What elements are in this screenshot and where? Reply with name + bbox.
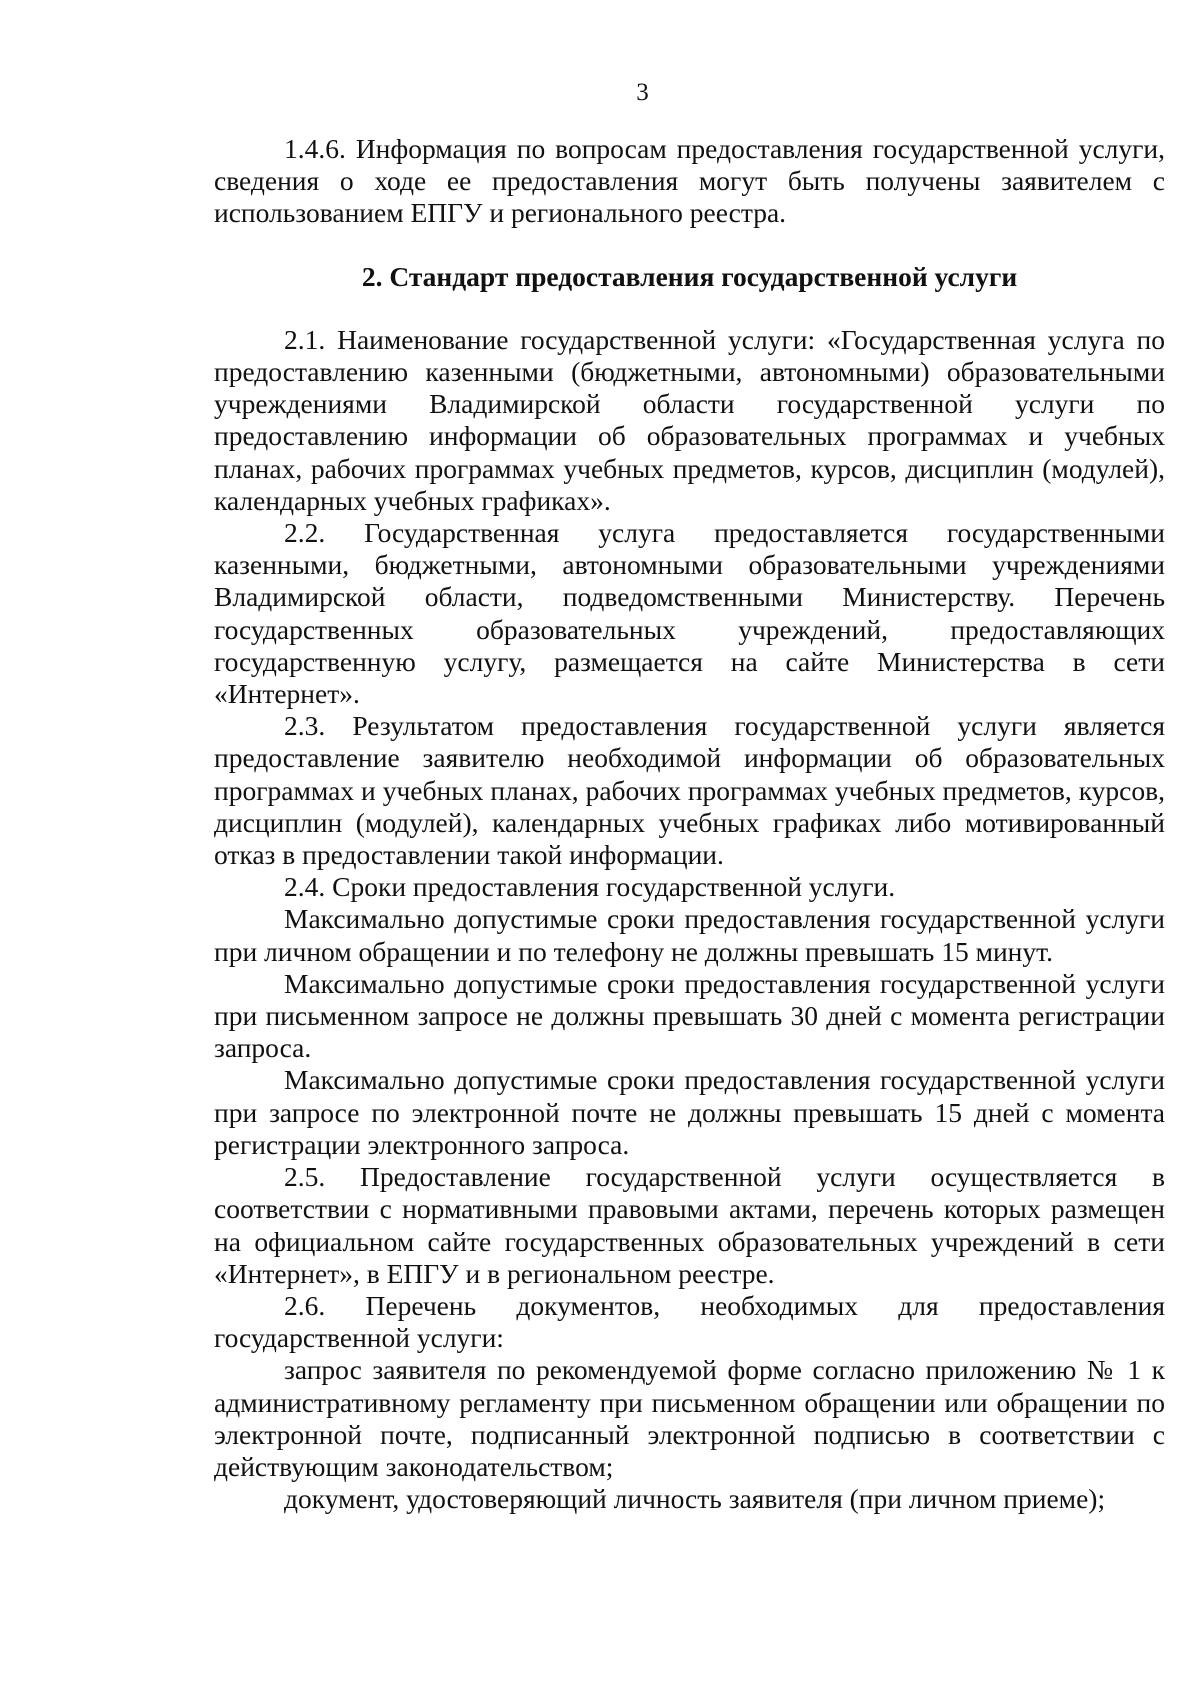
page-number: 3 bbox=[636, 79, 649, 106]
paragraph-2-3: 2.3. Результатом предоставления государственной услуги является предоставление заявителю необходимой информации об образовательных программах и учебных планах, рабочих программах учебных предметов, курсов, дисциплин (модулей), календарных учебных графиках либо мотивированный отказ в предоставлении такой информации. bbox=[214, 710, 1165, 871]
paragraph-2-6-identity-document: документ, удостоверяющий личность заявителя (при личном приеме); bbox=[284, 1483, 1106, 1515]
paragraph-2-6-request: запрос заявителя по рекомендуемой форме согласно приложению № 1 к административному регламенту при письменном обращении или обращении по электронной почте, подписанный электронной подписью в соответствии с действующим законодательством; bbox=[214, 1354, 1165, 1482]
paragraph-2-1: 2.1. Наименование государственной услуги: «Государственная услуга по предоставлению казенными (бюджетными, автономными) образовательными учреждениями Владимирской области государственной услуги по предоставлению информации об образовательных программах и учебных планах, рабочих программах учебных предметов, курсов, дисциплин (модулей), календарных учебных графиках». bbox=[214, 323, 1165, 516]
paragraph-2-6: 2.6. Перечень документов, необходимых для предоставления государственной услуги: bbox=[214, 1289, 1165, 1354]
paragraph-2-4: 2.4. Сроки предоставления государственной услуги. bbox=[284, 871, 896, 903]
paragraph-2-4-personal: Максимально допустимые сроки предоставления государственной услуги при личном обращении и по телефону не должны превышать 15 минут. bbox=[214, 903, 1165, 967]
paragraph-2-4-email: Максимально допустимые сроки предоставления государственной услуги при запросе по электронной почте не должны превышать 15 дней с момента регистрации электронного запроса. bbox=[214, 1064, 1165, 1160]
paragraph-2-5: 2.5. Предоставление государственной услуги осуществляется в соответствии с нормативными правовыми актами, перечень которых размещен на официальном сайте государственных образовательных учреждений в сети «Интернет», в ЕПГУ и в региональном реестре. bbox=[214, 1161, 1165, 1289]
paragraph-1-4-6: 1.4.6. Информация по вопросам предоставления государственной услуги, сведения о ходе ее предоставления могут быть получены заявителем с использованием ЕПГУ и регионального реестра. bbox=[214, 133, 1165, 229]
document-body bbox=[214, 133, 1165, 1515]
paragraph-2-2: 2.2. Государственная услуга предоставляется государственными казенными, бюджетными, автономными образовательными учреждениями Владимирской области, подведомственными Министерству. Перечень государственных образовательных учреждений, предоставляющих государственную услугу, размещается на сайте Министерства в сети «Интернет». bbox=[214, 517, 1165, 710]
paragraph-2-4-written: Максимально допустимые сроки предоставления государственной услуги при письменном запросе не должны превышать 30 дней с момента регистрации запроса. bbox=[214, 967, 1165, 1064]
section-2-heading: 2. Стандарт предоставления государственной услуги bbox=[361, 260, 1018, 292]
